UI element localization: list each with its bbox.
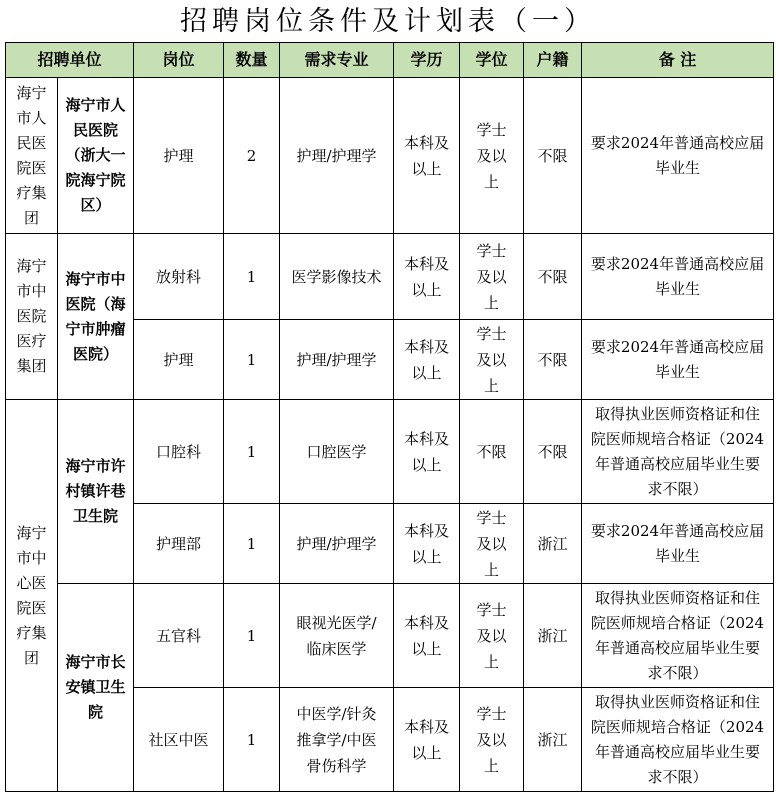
education-cell: 本科及以上 [394, 234, 460, 320]
header-major: 需求专业 [280, 43, 394, 78]
degree-cell: 不限 [460, 400, 524, 504]
major-cell: 眼视光医学/临床医学 [280, 584, 394, 688]
unit-cell: 海宁市长安镇卫生院 [58, 584, 134, 792]
major-cell: 护理/护理学 [280, 78, 394, 234]
degree-cell: 学士及以上 [460, 78, 524, 234]
degree-cell: 学士及以上 [460, 688, 524, 792]
remark-cell: 要求2024年普通高校应届毕业生 [582, 78, 774, 234]
remark-cell: 要求2024年普通高校应届毕业生 [582, 234, 774, 320]
hukou-cell: 不限 [524, 320, 582, 400]
count-cell: 1 [224, 504, 280, 584]
count-cell: 2 [224, 78, 280, 234]
table-row [6, 78, 774, 234]
group-cell: 海宁市中心医院医疗集团 [6, 400, 58, 792]
remark-cell: 取得执业医师资格证和住院医师规培合格证（2024年普通高校应届毕业生要求不限） [582, 400, 774, 504]
remark-cell: 取得执业医师资格证和住院医师规培合格证（2024年普通高校应届毕业生要求不限） [582, 584, 774, 688]
major-cell: 口腔医学 [280, 400, 394, 504]
header-count: 数量 [224, 43, 280, 78]
major-cell: 中医学/针灸推拿学/中医骨伤科学 [280, 688, 394, 792]
header-post: 岗位 [134, 43, 224, 78]
recruitment-table [5, 42, 774, 792]
group-cell: 海宁市中医院医疗集团 [6, 234, 58, 400]
count-cell: 1 [224, 234, 280, 320]
count-cell: 1 [224, 688, 280, 792]
hukou-cell: 不限 [524, 78, 582, 234]
hukou-cell: 浙江 [524, 504, 582, 584]
post-cell: 放射科 [134, 234, 224, 320]
unit-cell: 海宁市中医院（海宁市肿瘤医院） [58, 234, 134, 400]
education-cell: 本科及以上 [394, 78, 460, 234]
count-cell: 1 [224, 400, 280, 504]
education-cell: 本科及以上 [394, 320, 460, 400]
count-cell: 1 [224, 584, 280, 688]
education-cell: 本科及以上 [394, 584, 460, 688]
major-cell: 护理/护理学 [280, 504, 394, 584]
header-unit: 招聘单位 [6, 43, 134, 78]
table-row [6, 584, 774, 688]
major-cell: 医学影像技术 [280, 234, 394, 320]
post-cell: 社区中医 [134, 688, 224, 792]
post-cell: 口腔科 [134, 400, 224, 504]
remark-cell: 取得执业医师资格证和住院医师规培合格证（2024年普通高校应届毕业生要求不限） [582, 688, 774, 792]
page-title: 招聘岗位条件及计划表（一） [180, 6, 596, 37]
hukou-cell: 不限 [524, 234, 582, 320]
education-cell: 本科及以上 [394, 400, 460, 504]
degree-cell: 学士及以上 [460, 584, 524, 688]
education-cell: 本科及以上 [394, 504, 460, 584]
hukou-cell: 浙江 [524, 584, 582, 688]
degree-cell: 学士及以上 [460, 504, 524, 584]
education-cell: 本科及以上 [394, 688, 460, 792]
post-cell: 五官科 [134, 584, 224, 688]
header-education: 学历 [394, 43, 460, 78]
post-cell: 护理部 [134, 504, 224, 584]
header-hukou: 户籍 [524, 43, 582, 78]
hukou-cell: 不限 [524, 400, 582, 504]
remark-cell: 要求2024年普通高校应届毕业生 [582, 504, 774, 584]
header-degree: 学位 [460, 43, 524, 78]
remark-cell: 要求2024年普通高校应届毕业生 [582, 320, 774, 400]
degree-cell: 学士及以上 [460, 234, 524, 320]
unit-cell: 海宁市人民医院（浙大一院海宁院区） [58, 78, 134, 234]
degree-cell: 学士及以上 [460, 320, 524, 400]
group-cell: 海宁市人民医院医疗集团 [6, 78, 58, 234]
post-cell: 护理 [134, 78, 224, 234]
table-row [6, 234, 774, 320]
major-cell: 护理/护理学 [280, 320, 394, 400]
count-cell: 1 [224, 320, 280, 400]
header-row [6, 43, 774, 78]
hukou-cell: 浙江 [524, 688, 582, 792]
unit-cell: 海宁市许村镇许巷卫生院 [58, 400, 134, 584]
header-remark: 备 注 [582, 43, 774, 78]
table-row [6, 400, 774, 504]
post-cell: 护理 [134, 320, 224, 400]
